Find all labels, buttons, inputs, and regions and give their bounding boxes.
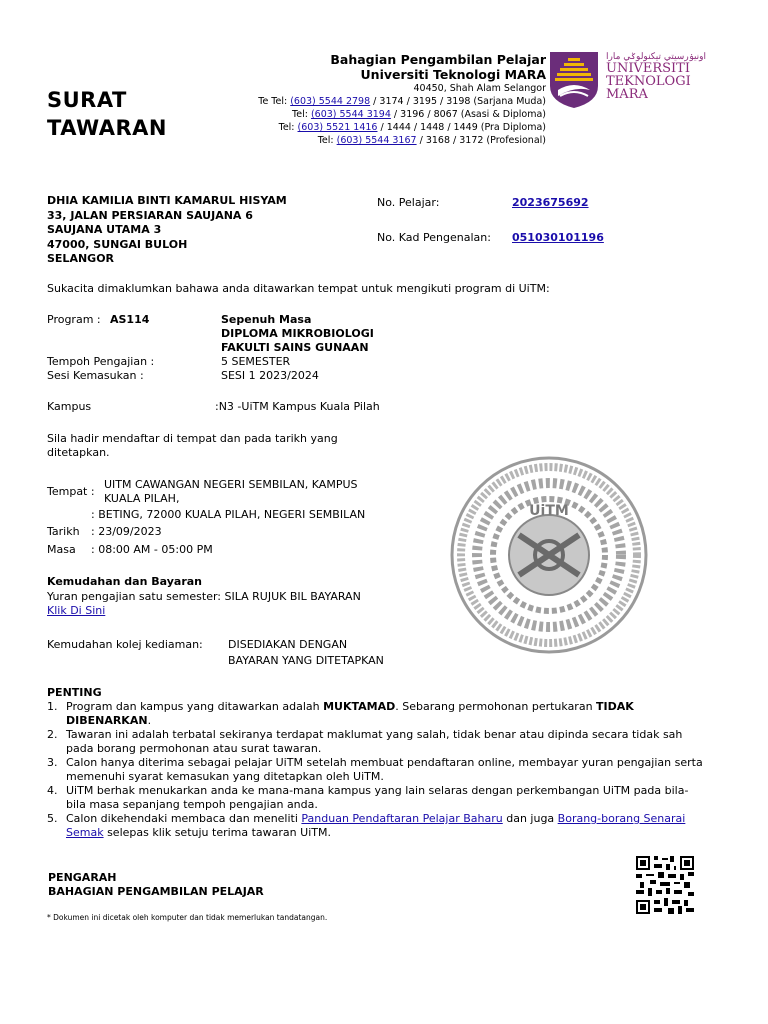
attend-text-1: Sila hadir mendaftar di tempat dan pada tarikh yang <box>47 432 338 445</box>
phone-link-3[interactable]: (603) 5521 1416 <box>297 122 378 133</box>
wordmark-line-3: MARA <box>606 87 648 102</box>
postcode: 40450, Shah Alam Selangor <box>413 83 546 94</box>
list-item: 1. Program dan kampus yang ditawarkan adalah MUKTAMAD. Sebarang permohonan pertukaran TIDAK DIBENARKAN. <box>47 700 634 727</box>
list-item: 2. Tawaran ini adalah terbatal sekiranya terdapat maklumat yang salah, tidak benar atau dipinda secara tidak sah pada borang permohonan atau surat tawaran. <box>47 728 683 755</box>
attend-text-2: ditetapkan. <box>47 446 110 459</box>
phone-link-4[interactable]: (603) 5544 3167 <box>336 135 417 146</box>
signatory-title: PENGARAH <box>48 871 117 884</box>
wordmark-line-1: UNIVERSITI <box>606 61 690 76</box>
checklist-link[interactable]: Borang-borang Senarai Semak <box>66 812 686 839</box>
time-label: Masa <box>47 543 76 556</box>
study-mode: Sepenuh Masa <box>221 313 312 326</box>
ic-no-value[interactable]: 051030101196 <box>512 231 604 244</box>
seal-text: UiTM <box>529 503 569 519</box>
list-item: 3. Calon hanya diterima sebagai pelajar UiTM setelah membuat pendaftaran online, membayar yuran pengajian serta memenuhi syarat kemasukan yang ditetapkan oleh UiTM. <box>47 756 703 783</box>
fees-text: Yuran pengajian satu semester: SILA RUJUK BIL BAYARAN <box>47 590 361 603</box>
address-line: SAUJANA UTAMA 3 <box>47 223 162 236</box>
fees-heading: Kemudahan dan Bayaran <box>47 575 202 588</box>
header-contact <box>258 52 546 147</box>
document-title <box>47 86 167 142</box>
qr-code-icon[interactable] <box>636 856 694 914</box>
campus-label: Kampus <box>47 400 92 413</box>
phone-line-3: Tel: (603) 5521 1416 / 1444 / 1448 / 1449 (Pra Diploma) <box>278 122 546 133</box>
student-no-value[interactable]: 2023675692 <box>512 196 589 209</box>
list-item: 4. UiTM berhak menukarkan anda ke mana-mana kampus yang lain selaras dengan perkembangan UiTM pada bila-bila masa sepanjang tempoh pengajian anda. <box>47 784 689 811</box>
student-no-label: No. Pelajar: <box>377 196 440 209</box>
uni-wordmark <box>606 52 706 101</box>
venue-line-3: : BETING, 72000 KUALA PILAH, NEGERI SEMBILAN <box>91 508 366 521</box>
arabic-wordmark: اونيۏرسيتي تيكنولوݢي مارا <box>606 52 707 62</box>
duration-value: 5 SEMESTER <box>221 355 291 368</box>
important-list <box>47 700 707 840</box>
fees-link[interactable]: Klik Di Sini <box>47 604 106 617</box>
phone-link-1[interactable]: (603) 5544 2798 <box>290 96 371 107</box>
dept-name: Bahagian Pengambilan Pelajar <box>330 52 546 67</box>
session-label: Sesi Kemasukan : <box>47 369 144 382</box>
address-line: SELANGOR <box>47 252 115 265</box>
session-value: SESI 1 2023/2024 <box>221 369 319 382</box>
time-value: : 08:00 AM - 05:00 PM <box>91 543 213 556</box>
address-line: 47000, SUNGAI BULOH <box>47 237 188 251</box>
duration-label: Tempoh Pengajian : <box>47 355 155 368</box>
uitm-logo-icon <box>548 50 600 110</box>
venue-line-1: UITM CAWANGAN NEGERI SEMBILAN, KAMPUS <box>104 478 358 491</box>
signatory-dept: BAHAGIAN PENGAMBILAN PELAJAR <box>48 885 264 898</box>
address-line: 33, JALAN PERSIARAN SAUJANA 6 <box>47 208 253 222</box>
guide-link[interactable]: Panduan Pendaftaran Pelajar Baharu <box>301 812 503 825</box>
footer-note: * Dokumen ini dicetak oleh komputer dan tidak memerlukan tandatangan. <box>47 913 328 922</box>
phone-line-1: Te Tel: (603) 5544 2798 / 3174 / 3195 / 3198 (Sarjana Muda) <box>258 96 546 107</box>
recipient-address <box>47 194 287 267</box>
intro-text: Sukacita dimaklumkan bahawa anda ditawarkan tempat untuk mengikuti program di UiTM: <box>47 282 550 295</box>
uni-name: Universiti Teknologi MARA <box>360 67 546 82</box>
title-line-2: TAWARAN <box>47 116 167 140</box>
wordmark-line-2: TEKNOLOGI <box>606 74 691 89</box>
campus-value: :N3 -UiTM Kampus Kuala Pilah <box>215 400 380 413</box>
college-value-2: BAYARAN YANG DITETAPKAN <box>228 654 384 667</box>
venue-line-2: KUALA PILAH, <box>104 492 180 505</box>
phone-line-2: Tel: (603) 5544 3194 / 3196 / 8067 (Asasi & Diploma) <box>292 109 546 120</box>
program-label: Program : <box>47 313 101 326</box>
date-label: Tarikh <box>47 525 80 538</box>
program-name: DIPLOMA MIKROBIOLOGI <box>221 327 374 340</box>
phone-line-4: Tel: (603) 5544 3167 / 3168 / 3172 (Profesional) <box>317 135 546 146</box>
program-code: AS114 <box>110 313 150 326</box>
ic-no-label: No. Kad Pengenalan: <box>377 231 491 244</box>
phone-link-2[interactable]: (603) 5544 3194 <box>310 109 391 120</box>
date-value: : 23/09/2023 <box>91 525 162 538</box>
faculty-name: FAKULTI SAINS GUNAAN <box>221 341 369 354</box>
title-line-1: SURAT <box>47 88 127 112</box>
college-value-1: DISEDIAKAN DENGAN <box>228 638 348 651</box>
important-heading: PENTING <box>47 686 102 699</box>
college-label: Kemudahan kolej kediaman: <box>47 638 203 651</box>
list-item: 5. Calon dikehendaki membaca dan meneliti Panduan Pendaftaran Pelajar Baharu dan juga Borang-borang Senarai Semak selepas klik setuju terima tawaran UiTM. <box>47 812 686 839</box>
university-seal-icon <box>449 455 649 655</box>
venue-label: Tempat : <box>47 485 95 498</box>
recipient-name: DHIA KAMILIA BINTI KAMARUL HISYAM <box>47 194 287 207</box>
